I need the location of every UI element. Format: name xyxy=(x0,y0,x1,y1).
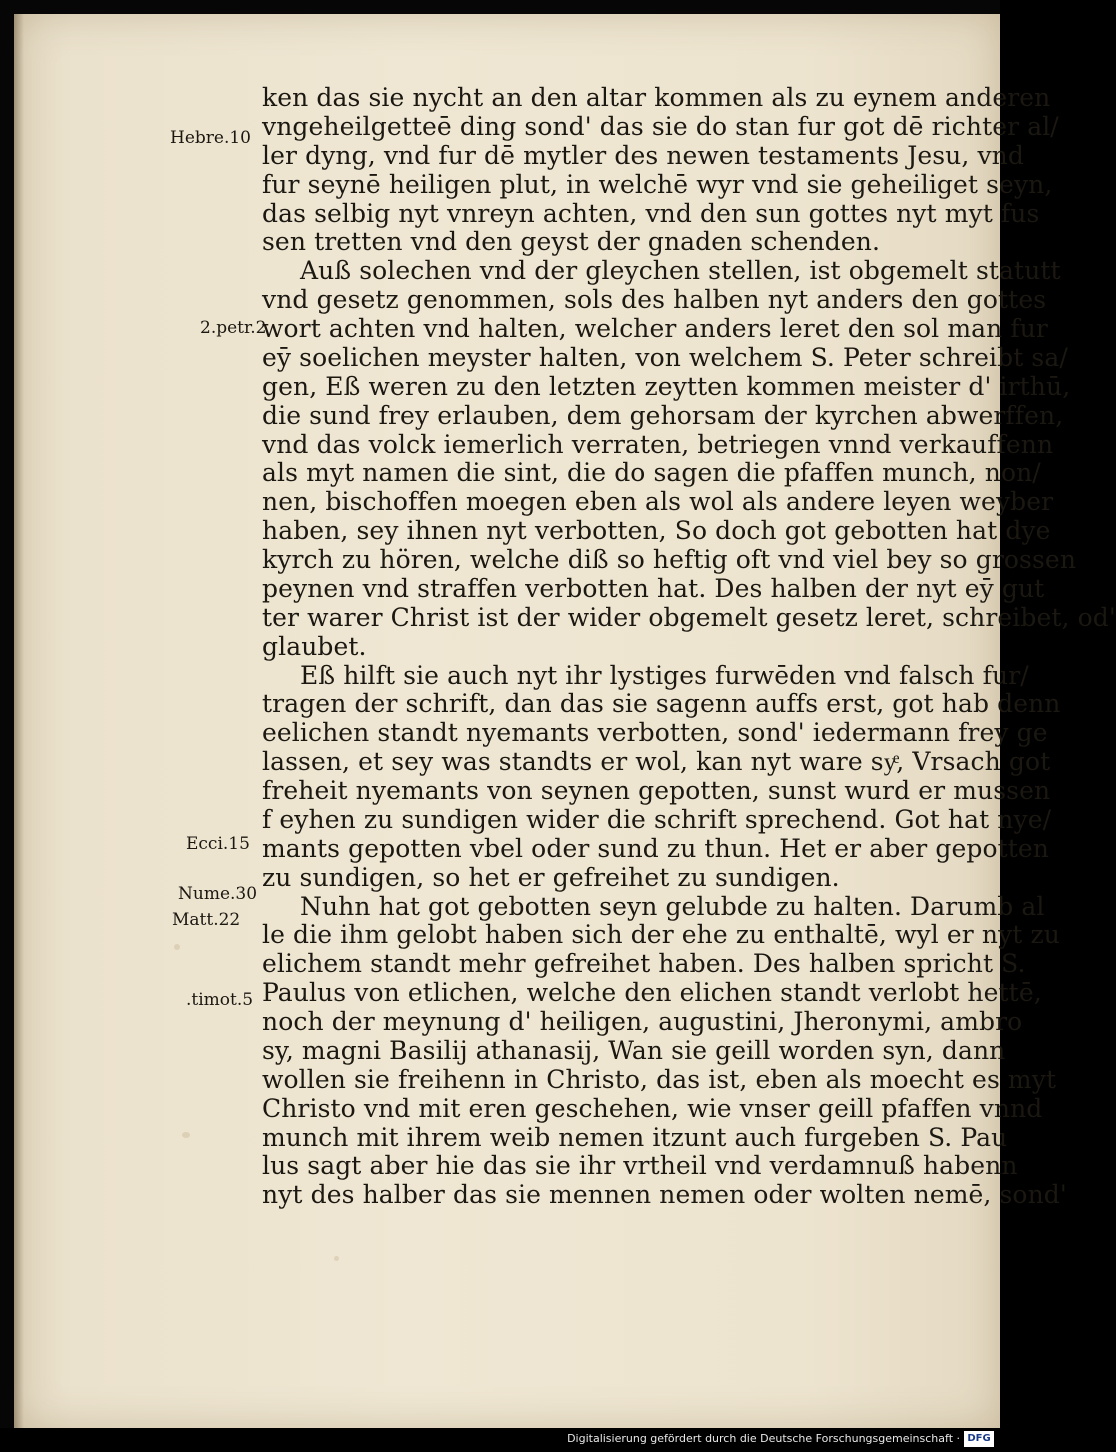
text-line: eȳ soelichen meyster halten, von welchem S. Peter schreibt sa/ xyxy=(262,342,1068,372)
text-line: glaubet. xyxy=(262,631,367,661)
text-line: vnd gesetz genommen, sols des halben nyt anders den gottes xyxy=(262,285,1047,315)
margin-note-2-peter: 2.petr.2 xyxy=(200,318,267,338)
dfg-logo xyxy=(964,1431,994,1447)
text-line: eelichen standt nyemants verbotten, sond' iedermann frey ge xyxy=(262,718,1048,748)
text-line: sen tretten vnd den geyst der gnaden schenden. xyxy=(262,227,880,257)
text-line: mants gepotten vbel oder sund zu thun. Het er aber gepotten xyxy=(262,833,1050,863)
text-line: gen, Eß weren zu den letzten zeytten kommen meister d' irthū, xyxy=(262,371,1071,401)
text-line: als myt namen die sint, die do sagen die pfaffen munch, non/ xyxy=(262,458,1041,488)
text-line: Eß hilft sie auch nyt ihr lystiges furwēden vnd falsch fur/ xyxy=(300,660,1029,690)
text-line: munch mit ihrem weib nemen itzunt auch furgeben S. Pau xyxy=(262,1122,1008,1152)
text-line: wort achten vnd halten, welcher anders leret den sol man fur xyxy=(262,314,1048,343)
text-line: kyrch zu hören, welche diß so heftig oft vnd viel bey so grossen xyxy=(262,545,1077,574)
margin-note-numbers: Nume.30 xyxy=(178,884,258,904)
text-line: zu sundigen, so het er gefreihet zu sundigen. xyxy=(262,862,840,892)
text-line: Nuhn hat got gebotten seyn gelubde zu halten. Darumb al xyxy=(300,891,1045,921)
margin-note-ecclesiasticus: Ecci.15 xyxy=(186,834,250,854)
text-line: lus sagt aber hie das sie ihr vrtheil vnd verdamnuß habenn xyxy=(262,1151,1018,1181)
paper-stain xyxy=(334,1256,339,1261)
text-line: tragen der schrift, dan das sie sagenn auffs erst, got hab denn xyxy=(262,689,1061,719)
text-line: vnd das volck iemerlich verraten, betriegen vnnd verkauffenn xyxy=(262,429,1054,459)
paper-stain xyxy=(182,1132,190,1138)
text-line: Christo vnd mit eren geschehen, wie vnser geill pfaffen vnnd xyxy=(262,1093,1043,1123)
text-line: lassen, et sey was standts er wol, kan nyt ware syͤ, Vrsach got xyxy=(262,747,1051,777)
dfg-logo-text: DFG xyxy=(967,1433,991,1444)
margin-note-timothy: .timot.5 xyxy=(186,990,254,1010)
margin-note-matthew: Matt.22 xyxy=(172,910,241,930)
text-line: f eyhen zu sundigen wider die schrift sprechend. Got hat nye/ xyxy=(262,804,1052,834)
text-line: freheit nyemants von seynen gepotten, sunst wurd er mussen xyxy=(262,776,1051,805)
text-line: ler dyng, vnd fur dē mytler des newen testaments Jesu, vnd xyxy=(262,140,1024,170)
text-line: Paulus von etlichen, welche den elichen standt verlobt hettē, xyxy=(262,978,1042,1008)
text-line: ter warer Christ ist der wider obgemelt gesetz leret, schreibet, od' xyxy=(262,602,1116,632)
text-line: haben, sey ihnen nyt verbotten, So doch got gebotten hat dye xyxy=(262,516,1051,546)
text-line: ken das sie nycht an den altar kommen als zu eynem anderen xyxy=(262,83,1051,112)
text-line: sy, magni Basilij athanasij, Wan sie geill worden syn, dann xyxy=(262,1035,1006,1065)
text-line: die sund frey erlauben, dem gehorsam der kyrchen abwerffen, xyxy=(262,400,1064,430)
text-line: noch der meynung d' heiligen, augustini, Jheronymi, ambro xyxy=(262,1007,1023,1036)
text-line: das selbig nyt vnreyn achten, vnd den sun gottes nyt myt fus xyxy=(262,198,1040,228)
text-line: vngeheilgetteē ding sond' das sie do stan fur got dē richter al/ xyxy=(262,111,1059,141)
footer-bar xyxy=(0,1428,1000,1452)
text-line: elichem standt mehr gefreihet haben. Des halben spricht S. xyxy=(262,949,1026,979)
paper-stain xyxy=(174,944,180,950)
margin-note-hebrews: Hebre.10 xyxy=(170,128,251,148)
text-line: Auß solechen vnd der gleychen stellen, ist obgemelt statutt xyxy=(300,256,1061,286)
text-line: nyt des halber das sie mennen nemen oder wolten nemē, sond' xyxy=(262,1180,1067,1210)
text-line: le die ihm gelobt haben sich der ehe zu enthaltē, wyl er nyt zu xyxy=(262,920,1060,950)
text-line: peynen vnd straffen verbotten hat. Des halben der nyt eȳ gut xyxy=(262,573,1045,603)
funding-credit: Digitalisierung gefördert durch die Deutsche Forschungsgemeinschaft · xyxy=(567,1432,960,1445)
text-line: wollen sie freihenn in Christo, das ist, eben als moecht es myt xyxy=(262,1064,1057,1094)
text-line: nen, bischoffen moegen eben als wol als andere leyen weyber xyxy=(262,487,1054,517)
body-text xyxy=(262,83,1116,1210)
gutter-shadow xyxy=(14,14,24,1428)
text-line: fur seynē heiligen plut, in welchē wyr vnd sie geheiliget seyn, xyxy=(262,169,1053,199)
